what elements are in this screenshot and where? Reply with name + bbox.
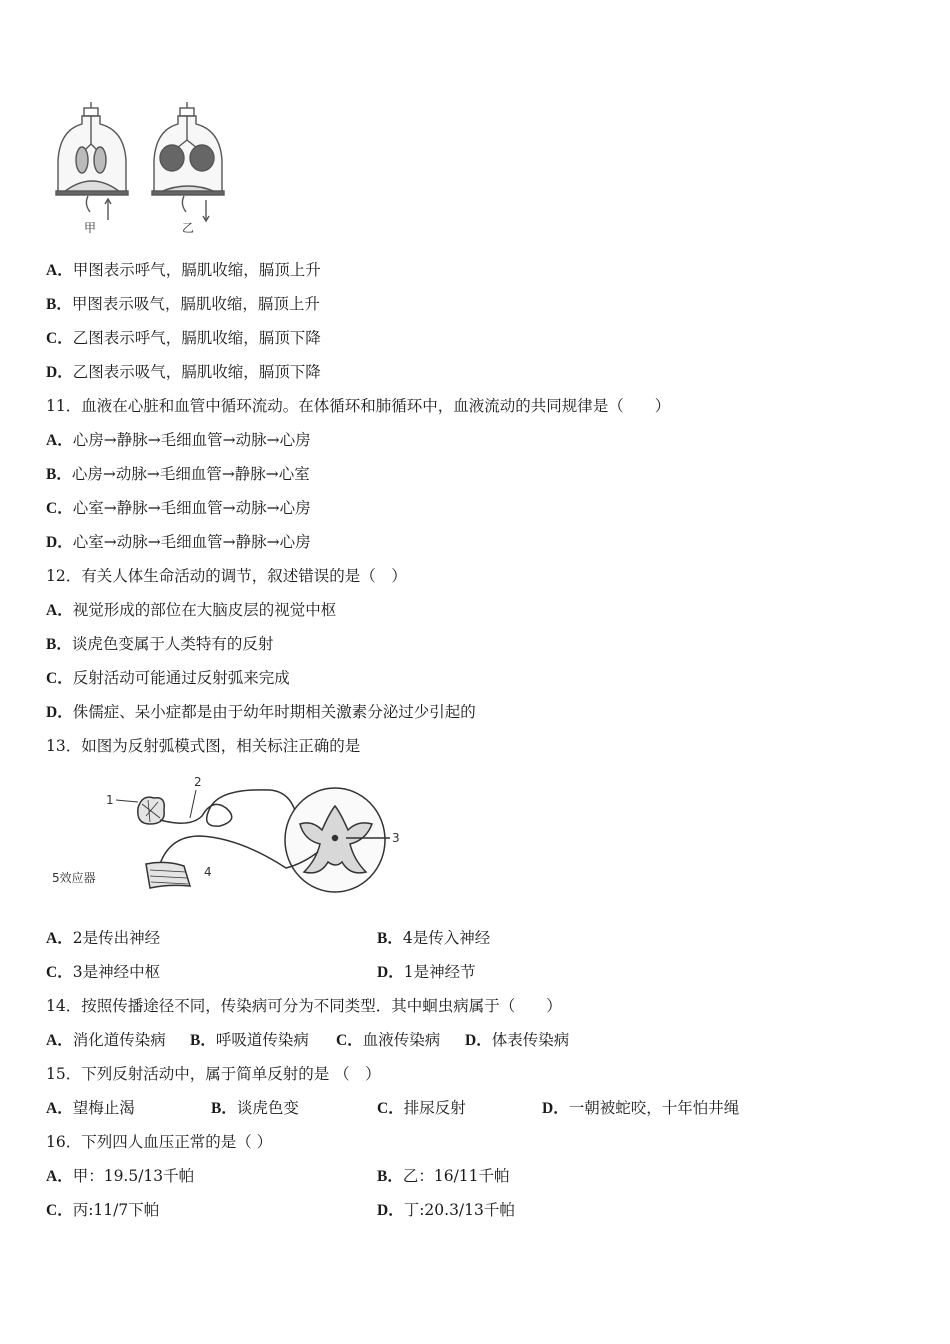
option-letter: C． [46, 670, 73, 687]
option-text: 一朝被蛇咬，十年怕井绳 [568, 1099, 740, 1117]
q16-stem: 16．下列四人血压正常的是（ ） [46, 1133, 273, 1151]
q15-option-d [542, 1097, 739, 1120]
option-letter: D． [465, 1032, 492, 1049]
figure-label-jia: 甲 [84, 221, 97, 235]
option-letter: A． [46, 602, 73, 619]
q14-option-a [46, 1029, 166, 1052]
q10-option-b [46, 293, 320, 316]
bell-jar-figure [52, 100, 232, 240]
option-letter: C． [46, 500, 73, 517]
q15-option-c [377, 1097, 466, 1120]
q12-option-a [46, 599, 336, 622]
option-letter: B． [377, 1168, 403, 1185]
option-text: 乙图表示吸气，膈肌收缩，膈顶下降 [72, 363, 321, 381]
option-text: 心房→静脉→毛细血管→动脉→心房 [72, 431, 311, 449]
q15-option-a [46, 1097, 135, 1120]
option-letter: B． [46, 296, 72, 313]
option-text: 消化道传染病 [72, 1031, 166, 1049]
q12-option-b [46, 633, 273, 656]
option-text: 2是传出神经 [72, 929, 161, 947]
bell-jar-left [56, 102, 128, 220]
option-letter: B． [46, 466, 72, 483]
option-text: 乙图表示呼气，膈肌收缩，膈顶下降 [72, 329, 321, 347]
option-letter: D． [377, 964, 404, 981]
option-letter: B． [190, 1032, 216, 1049]
option-text: 4是传入神经 [402, 929, 491, 947]
option-text: 望梅止渴 [72, 1099, 135, 1117]
q12-stem: 12．有关人体生命活动的调节，叙述错误的是（ ） [46, 567, 407, 585]
option-text: 侏儒症、呆小症都是由于幼年时期相关激素分泌过少引起的 [72, 703, 476, 721]
q13-option-d [377, 961, 476, 984]
option-text: 心房→动脉→毛细血管→静脉→心室 [71, 465, 310, 483]
option-letter: D． [46, 704, 73, 721]
option-text: 谈虎色变 [236, 1099, 299, 1117]
option-letter: A． [46, 1032, 73, 1049]
q11-option-d [46, 531, 311, 554]
option-letter: B． [211, 1100, 237, 1117]
q12-option-c [46, 667, 290, 690]
q16-option-c [46, 1199, 159, 1222]
option-letter: A． [46, 1100, 73, 1117]
q10-option-a [46, 259, 321, 282]
option-text: 丙:11/7下帕 [72, 1201, 160, 1219]
q16-option-b [377, 1165, 510, 1188]
option-letter: C． [377, 1100, 404, 1117]
option-text: 心室→动脉→毛细血管→静脉→心房 [72, 533, 311, 551]
q11-option-c [46, 497, 311, 520]
q16-option-d [377, 1199, 515, 1222]
q13-option-c [46, 961, 160, 984]
q11-option-a [46, 429, 311, 452]
option-letter: B． [46, 636, 72, 653]
q10-option-c [46, 327, 321, 350]
q16-option-a [46, 1165, 194, 1188]
q11-option-b [46, 463, 310, 486]
option-text: 呼吸道传染病 [215, 1031, 309, 1049]
option-letter: D． [542, 1100, 569, 1117]
q13-option-b [377, 927, 490, 950]
q12-option-d [46, 701, 476, 724]
option-letter: B． [377, 930, 403, 947]
q11-stem: 11．血液在心脏和血管中循环流动。在体循环和肺循环中，血液流动的共同规律是（ ） [46, 397, 671, 415]
option-letter: A． [46, 1168, 73, 1185]
option-text: 心室→静脉→毛细血管→动脉→心房 [72, 499, 311, 517]
reflex-label-1: 1 [106, 793, 114, 807]
bell-jar-right [152, 102, 224, 221]
figure-label-yi: 乙 [182, 221, 195, 235]
option-text: 反射活动可能通过反射弧来完成 [72, 669, 290, 687]
q14-option-d [465, 1029, 569, 1052]
q13-option-a [46, 927, 160, 950]
q13-stem: 13．如图为反射弧模式图，相关标注正确的是 [46, 737, 361, 755]
option-letter: A． [46, 930, 73, 947]
option-letter: A． [46, 262, 73, 279]
q14-option-b [190, 1029, 309, 1052]
q15-stem: 15．下列反射活动中，属于简单反射的是 （ ） [46, 1065, 381, 1083]
option-text: 甲图表示呼气，膈肌收缩，膈顶上升 [72, 261, 321, 279]
option-letter: D． [377, 1202, 404, 1219]
option-text: 体表传染病 [491, 1031, 570, 1049]
option-letter: C． [336, 1032, 363, 1049]
reflex-arc-drawing [138, 788, 390, 892]
option-text: 谈虎色变属于人类特有的反射 [71, 635, 274, 653]
option-text: 血液传染病 [362, 1031, 441, 1049]
option-text: 甲图表示吸气，膈肌收缩，膈顶上升 [71, 295, 320, 313]
option-letter: D． [46, 534, 73, 551]
reflex-label-3: 3 [392, 831, 400, 845]
option-text: 丁:20.3/13千帕 [403, 1201, 515, 1219]
reflex-label-2: 2 [194, 775, 202, 789]
option-text: 视觉形成的部位在大脑皮层的视觉中枢 [72, 601, 337, 619]
option-letter: C． [46, 1202, 73, 1219]
option-text: 排尿反射 [403, 1099, 466, 1117]
option-letter: D． [46, 364, 73, 381]
option-letter: C． [46, 964, 73, 981]
q15-option-b [211, 1097, 299, 1120]
reflex-label-4: 4 [204, 865, 212, 879]
option-text: 3是神经中枢 [72, 963, 161, 981]
option-text: 甲：19.5/13千帕 [72, 1167, 195, 1185]
reflex-arc-figure [50, 768, 410, 900]
q10-option-d [46, 361, 321, 384]
reflex-label-5: 5效应器 [52, 871, 96, 885]
option-text: 乙：16/11千帕 [402, 1167, 510, 1185]
option-letter: C． [46, 330, 73, 347]
q14-option-c [336, 1029, 440, 1052]
option-text: 1是神经节 [403, 963, 476, 981]
q14-stem: 14．按照传播途径不同，传染病可分为不同类型．其中蛔虫病属于（ ） [46, 997, 562, 1015]
option-letter: A． [46, 432, 73, 449]
